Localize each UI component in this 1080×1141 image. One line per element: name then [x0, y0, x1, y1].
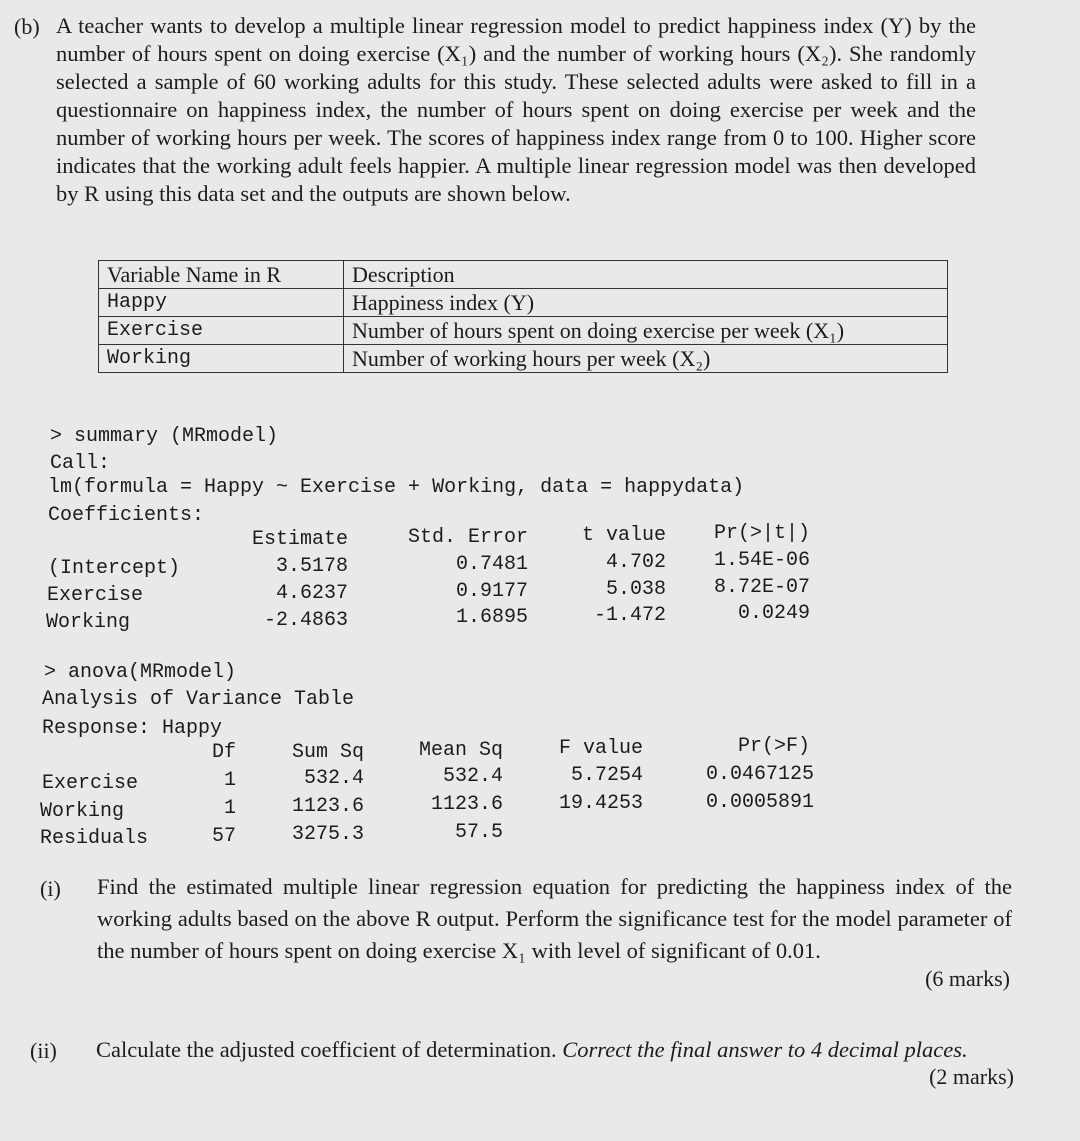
variable-table — [98, 260, 948, 373]
coef-estimate: 3.5178 — [275, 555, 348, 578]
question-text-plain: Calculate the adjusted coefficient of determination. — [96, 1037, 557, 1062]
anova-df: 1 — [223, 769, 236, 792]
table-header-description: Description — [344, 261, 948, 289]
anova-command: > anova(MRmodel) — [44, 661, 237, 684]
anova-mean-sq: 1123.6 — [430, 793, 503, 816]
coef-std-error: 0.7481 — [455, 553, 528, 576]
coef-p-value: 1.54E-06 — [713, 549, 810, 572]
coef-p-value: 0.0249 — [737, 602, 810, 625]
question-label: (b) — [14, 14, 40, 39]
table-row — [99, 261, 948, 289]
anova-f-value: 5.7254 — [570, 764, 643, 787]
anova-p-value: 0.0005891 — [705, 791, 814, 814]
question-text — [96, 1034, 1014, 1066]
question-marks: (6 marks) — [925, 966, 1010, 991]
table-header-variable: Variable Name in R — [99, 261, 344, 289]
coef-std-error: 1.6895 — [455, 606, 528, 629]
variable-description: Number of hours spent on doing exercise per week (X₁) — [344, 317, 948, 345]
variable-name: Working — [99, 345, 344, 373]
anova-p-value: 0.0467125 — [705, 763, 814, 786]
anova-mean-sq: 532.4 — [442, 765, 503, 788]
coef-std-error: 0.9177 — [455, 580, 528, 603]
anova-sum-sq: 1123.6 — [291, 795, 364, 818]
question-number: (ii) — [30, 1038, 57, 1063]
coef-t-value: 5.038 — [605, 578, 666, 601]
anova-header-df: Df — [211, 741, 236, 764]
anova-term: Working — [40, 800, 125, 823]
variable-name: Exercise — [99, 317, 344, 345]
summary-command: > summary (MRmodel) — [50, 425, 279, 448]
anova-sum-sq: 532.4 — [303, 767, 364, 790]
coef-term: (Intercept) — [48, 557, 181, 580]
anova-header-p-value: Pr(>F) — [737, 735, 810, 758]
coef-header-p-value: Pr(>|t|) — [713, 522, 810, 545]
table-row — [99, 345, 948, 373]
question-text: Find the estimated multiple linear regression equation for predicting the happiness index of the working adults based on the above R output. Perform the significance test for the model parameter of the number of hours spent on doing exercise X₁ with level of significant of 0.01. — [97, 874, 1012, 963]
coef-term: Exercise — [47, 584, 144, 607]
coef-t-value: -1.472 — [593, 604, 666, 627]
anova-term: Exercise — [42, 772, 139, 795]
table-row — [99, 317, 948, 345]
coef-term: Working — [46, 611, 131, 634]
variable-name: Happy — [99, 289, 344, 317]
coef-header-t-value: t value — [581, 524, 666, 547]
coef-header-estimate: Estimate — [251, 528, 348, 551]
question-text-italic: Correct the final answer to 4 decimal places. — [562, 1037, 968, 1062]
call-label: Call: — [50, 452, 111, 475]
coef-t-value: 4.702 — [605, 551, 666, 574]
coef-estimate: -2.4863 — [263, 609, 348, 632]
coef-header-std-error: Std. Error — [407, 526, 528, 549]
anova-sum-sq: 3275.3 — [291, 823, 364, 846]
anova-df: 1 — [223, 797, 236, 820]
formula-line: lm(formula = Happy ~ Exercise + Working, data = happydata) — [48, 476, 745, 499]
anova-title: Analysis of Variance Table — [42, 688, 355, 711]
anova-df: 57 — [211, 825, 236, 848]
intro-paragraph: A teacher wants to develop a multiple linear regression model to predict happiness index (Y) by the number of hours spent on doing exercise (X₁) and the number of working hours (X₂). She randomly selected a sample of 60 working adults for this study. These selected adults were asked to fill in a questionnaire on happiness index, the number of hours spent on doing exercise per week and the number of working hours per week. The scores of happiness index range from 0 to 100. Higher score indicates that the working adult feels happier. A multiple linear regression model was then developed by R using this data set and the outputs are shown below. — [56, 13, 976, 206]
variable-description: Happiness index (Y) — [344, 289, 948, 317]
anova-f-value: 19.4253 — [558, 792, 643, 815]
coef-p-value: 8.72E-07 — [713, 576, 810, 599]
anova-header-mean-sq: Mean Sq — [418, 739, 503, 762]
anova-response: Response: Happy — [42, 717, 223, 740]
question-number: (i) — [40, 876, 61, 901]
anova-header-sum-sq: Sum Sq — [291, 741, 364, 764]
table-row — [99, 289, 948, 317]
coefficients-label: Coefficients: — [48, 504, 205, 527]
question-marks: (2 marks) — [929, 1064, 1014, 1089]
anova-header-f-value: F value — [558, 737, 643, 760]
anova-term: Residuals — [40, 827, 149, 850]
anova-mean-sq: 57.5 — [454, 821, 503, 844]
coef-estimate: 4.6237 — [275, 582, 348, 605]
variable-description: Number of working hours per week (X₂) — [344, 345, 948, 373]
